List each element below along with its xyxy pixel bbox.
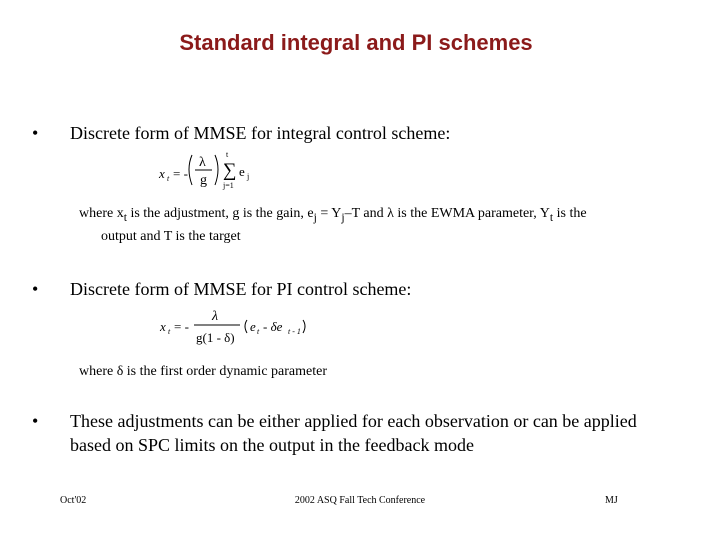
slide-title: Standard integral and PI schemes [179, 30, 533, 55]
footer-date: Oct'02 [60, 495, 87, 506]
pi-note: where δ is the first order dynamic parameter [79, 364, 327, 379]
svg-text:x: x [160, 319, 166, 334]
integral-note [79, 204, 587, 246]
bullet-integral-text: Discrete form of MMSE for integral control scheme: [70, 123, 451, 143]
svg-text:e: e [239, 164, 245, 179]
integral-equation [156, 149, 276, 200]
svg-text:t: t [226, 150, 229, 159]
footer-author: MJ [605, 495, 618, 506]
integral-equation-graphic [156, 149, 276, 195]
footer-conference: 2002 ASQ Fall Tech Conference [294, 495, 426, 506]
bullet-pi-text: Discrete form of MMSE for PI control scheme: [70, 279, 412, 299]
svg-text:= -: = - [174, 319, 189, 334]
bullet-dot: • [32, 411, 39, 431]
svg-text:e: e [250, 319, 256, 334]
svg-text:j: j [247, 172, 250, 181]
bullet-dot: • [32, 123, 39, 143]
svg-text:- δe: - δe [263, 319, 283, 334]
svg-text:t - 1: t - 1 [288, 327, 301, 336]
svg-text:x: x [159, 166, 165, 181]
svg-text:g: g [200, 173, 207, 188]
integral-note-line1: where $x_t$ is the adjustment, g is the gain, $e_j = Y_j-T$ and λ is the EWMA parameter, $Y_t$ is the [79, 206, 587, 224]
svg-text:∑: ∑ [223, 160, 237, 181]
svg-text:t: t [257, 327, 260, 336]
pi-equation-graphic [157, 306, 317, 350]
svg-text:t: t [168, 327, 171, 336]
svg-text:= -: = - [173, 166, 188, 181]
svg-text:j=1: j=1 [223, 181, 234, 190]
bullet-adjustments-text: These adjustments can be either applied for each observation or can be applied based on SPC limits on the output in the feedback mode [70, 411, 637, 455]
integral-note-line2: output and T is the target [101, 228, 241, 244]
svg-text:t: t [167, 174, 170, 183]
bullet-dot: • [32, 279, 39, 299]
svg-text:g(1 - δ): g(1 - δ) [196, 330, 235, 345]
pi-equation [157, 306, 317, 355]
svg-text:λ: λ [212, 309, 219, 324]
svg-text:λ: λ [199, 155, 206, 170]
